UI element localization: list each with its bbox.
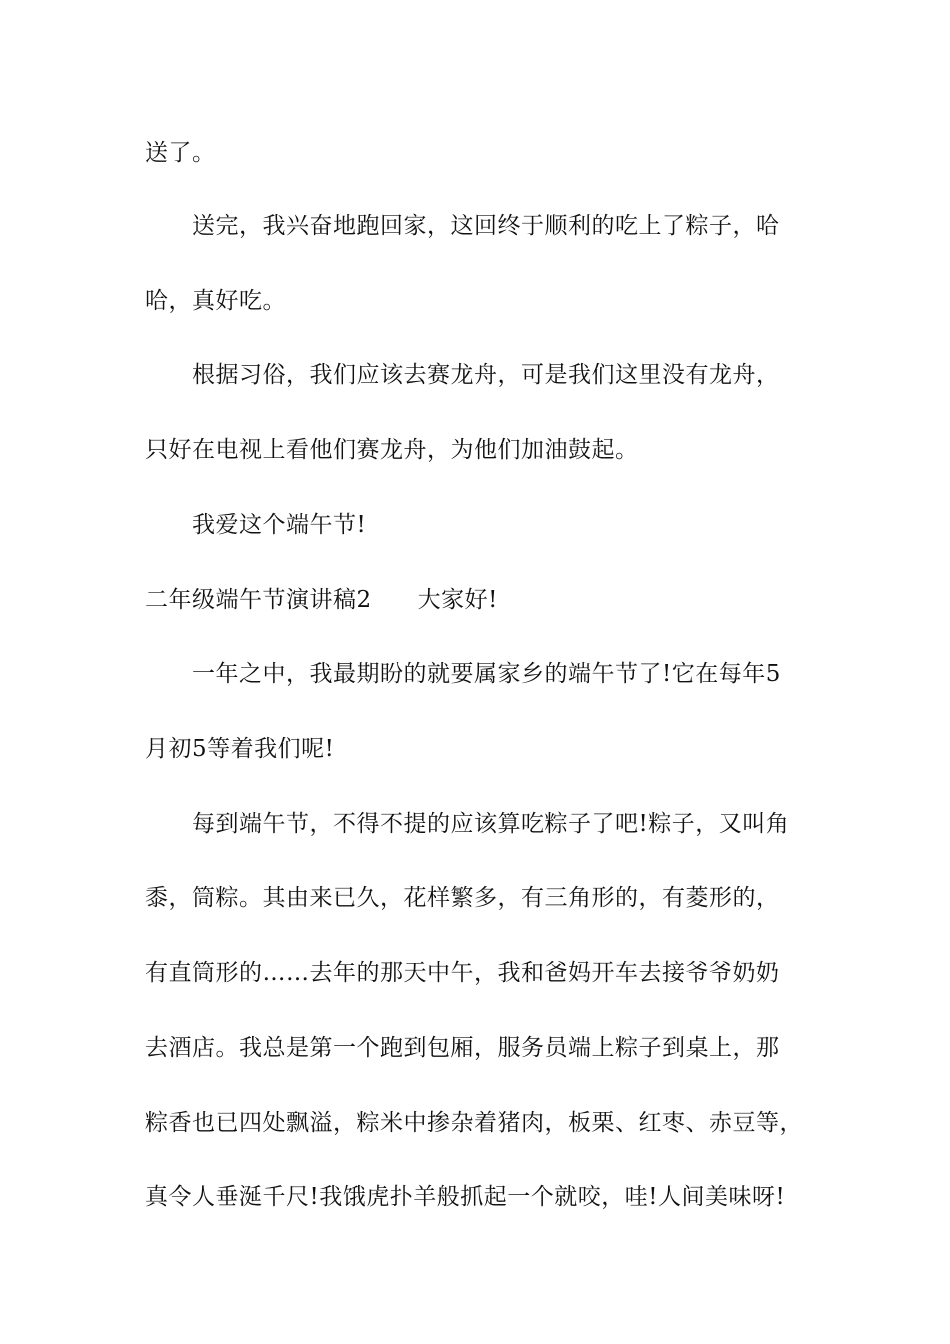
paragraph-line: 有直筒形的……去年的那天中午，我和爸妈开车去接爷爷奶奶 [145, 960, 780, 986]
paragraph-line: 粽香也已四处飘溢，粽米中掺杂着猪肉，板栗、红枣、赤豆等， [145, 1110, 803, 1136]
paragraph-line: 只好在电视上看他们赛龙舟，为他们加油鼓起。 [145, 437, 639, 463]
paragraph-line: 我爱这个端午节! [192, 512, 367, 538]
paragraph-line: 一年之中，我最期盼的就要属家乡的端午节了!它在每年5 [192, 661, 781, 687]
greeting-text: 大家好! [417, 587, 498, 613]
paragraph-line: 每到端午节，不得不提的应该算吃粽子了吧!粽子，又叫角 [192, 811, 790, 837]
paragraph-line: 去酒店。我总是第一个跑到包厢，服务员端上粽子到桌上，那 [145, 1035, 780, 1061]
paragraph-line: 哈，真好吃。 [145, 288, 286, 314]
paragraph-line: 真令人垂涎千尺!我饿虎扑羊般抓起一个就咬，哇!人间美味呀! [145, 1184, 786, 1210]
paragraph-line: 黍，筒粽。其由来已久，花样繁多，有三角形的，有菱形的， [145, 885, 780, 911]
paragraph-line: 根据习俗，我们应该去赛龙舟，可是我们这里没有龙舟， [192, 362, 780, 388]
paragraph-line: 月初5等着我们呢! [145, 736, 335, 762]
section-heading-line [145, 585, 825, 615]
paragraph-line: 送完，我兴奋地跑回家，这回终于顺利的吃上了粽子，哈 [192, 213, 780, 239]
section-title: 二年级端午节演讲稿2 [145, 587, 372, 613]
paragraph-line: 送了。 [145, 140, 216, 166]
